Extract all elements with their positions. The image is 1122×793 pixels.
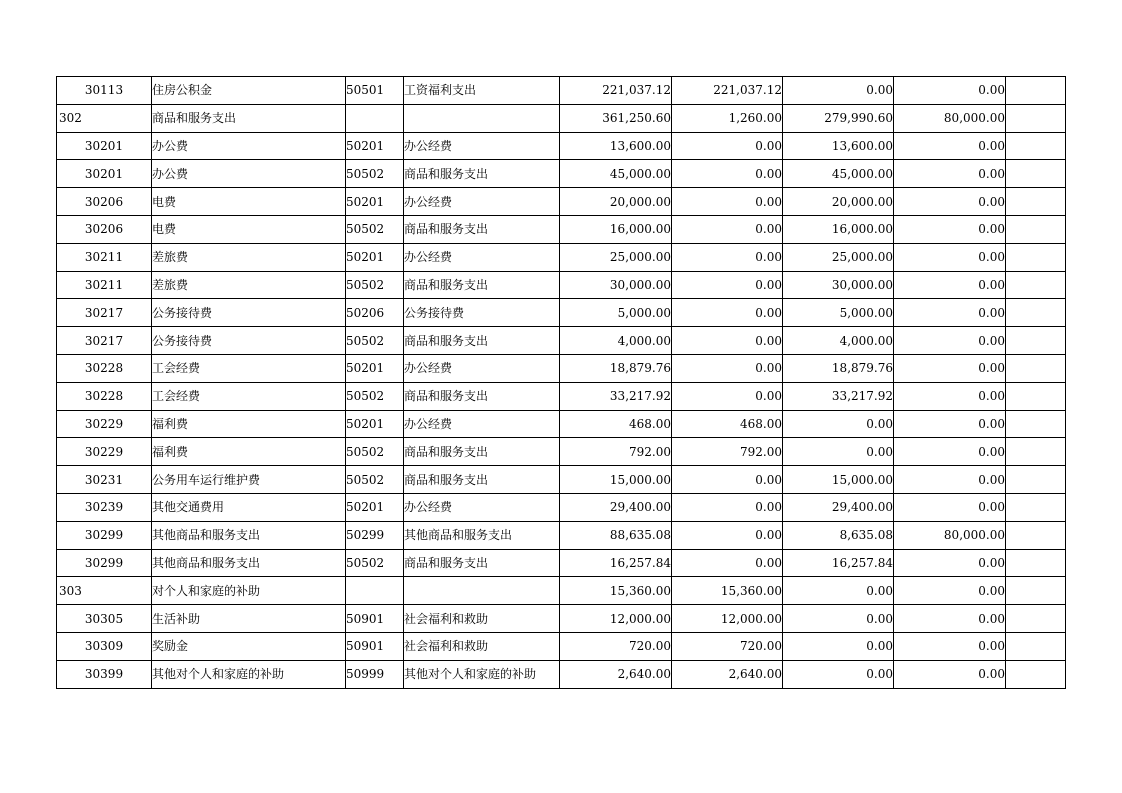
other-amount-cell: 0.00 bbox=[894, 354, 1006, 382]
total-amount-cell: 25,000.00 bbox=[560, 243, 672, 271]
table-row bbox=[57, 521, 1066, 549]
project-expenditure-cell: 8,635.08 bbox=[783, 521, 894, 549]
govt-econ-code-cell: 50201 bbox=[346, 410, 404, 438]
total-amount-cell: 15,360.00 bbox=[560, 577, 672, 605]
govt-econ-code-cell: 50502 bbox=[346, 160, 404, 188]
blank-cell bbox=[1006, 77, 1066, 105]
blank-cell bbox=[1006, 438, 1066, 466]
total-amount-cell: 468.00 bbox=[560, 410, 672, 438]
economic-class-name-cell: 差旅费 bbox=[152, 243, 346, 271]
other-amount-cell: 0.00 bbox=[894, 77, 1006, 105]
basic-expenditure-cell: 792.00 bbox=[672, 438, 783, 466]
govt-econ-code-cell: 50502 bbox=[346, 271, 404, 299]
blank-cell bbox=[1006, 188, 1066, 216]
economic-class-code-cell: 302 bbox=[57, 104, 152, 132]
govt-econ-name-cell: 办公经费 bbox=[404, 410, 560, 438]
blank-cell bbox=[1006, 132, 1066, 160]
economic-class-code-cell: 30211 bbox=[57, 243, 152, 271]
govt-econ-name-cell: 办公经费 bbox=[404, 188, 560, 216]
project-expenditure-cell: 0.00 bbox=[783, 577, 894, 605]
economic-class-name-cell: 生活补助 bbox=[152, 605, 346, 633]
economic-class-code-cell: 30113 bbox=[57, 77, 152, 105]
economic-class-code-cell: 30217 bbox=[57, 327, 152, 355]
govt-econ-name-cell bbox=[404, 577, 560, 605]
blank-cell bbox=[1006, 271, 1066, 299]
basic-expenditure-cell: 0.00 bbox=[672, 382, 783, 410]
economic-class-name-cell: 对个人和家庭的补助 bbox=[152, 577, 346, 605]
blank-cell bbox=[1006, 632, 1066, 660]
economic-class-name-cell: 公务用车运行维护费 bbox=[152, 466, 346, 494]
total-amount-cell: 18,879.76 bbox=[560, 354, 672, 382]
other-amount-cell: 0.00 bbox=[894, 382, 1006, 410]
economic-class-code-cell: 30217 bbox=[57, 299, 152, 327]
other-amount-cell: 0.00 bbox=[894, 660, 1006, 688]
table-row bbox=[57, 132, 1066, 160]
govt-econ-code-cell: 50901 bbox=[346, 605, 404, 633]
total-amount-cell: 29,400.00 bbox=[560, 493, 672, 521]
table-row bbox=[57, 327, 1066, 355]
govt-econ-name-cell: 商品和服务支出 bbox=[404, 549, 560, 577]
total-amount-cell: 2,640.00 bbox=[560, 660, 672, 688]
economic-class-name-cell: 商品和服务支出 bbox=[152, 104, 346, 132]
total-amount-cell: 16,257.84 bbox=[560, 549, 672, 577]
economic-class-code-cell: 30299 bbox=[57, 549, 152, 577]
table-body bbox=[57, 77, 1066, 689]
table-row bbox=[57, 188, 1066, 216]
economic-class-name-cell: 奖励金 bbox=[152, 632, 346, 660]
govt-econ-name-cell: 社会福利和救助 bbox=[404, 605, 560, 633]
govt-econ-name-cell: 商品和服务支出 bbox=[404, 466, 560, 494]
other-amount-cell: 0.00 bbox=[894, 438, 1006, 466]
economic-class-code-cell: 30239 bbox=[57, 493, 152, 521]
other-amount-cell: 0.00 bbox=[894, 243, 1006, 271]
blank-cell bbox=[1006, 354, 1066, 382]
table-row bbox=[57, 493, 1066, 521]
project-expenditure-cell: 16,257.84 bbox=[783, 549, 894, 577]
economic-class-code-cell: 30229 bbox=[57, 438, 152, 466]
govt-econ-name-cell: 社会福利和救助 bbox=[404, 632, 560, 660]
other-amount-cell: 80,000.00 bbox=[894, 104, 1006, 132]
total-amount-cell: 15,000.00 bbox=[560, 466, 672, 494]
table-row bbox=[57, 354, 1066, 382]
project-expenditure-cell: 30,000.00 bbox=[783, 271, 894, 299]
table-row bbox=[57, 104, 1066, 132]
basic-expenditure-cell: 0.00 bbox=[672, 188, 783, 216]
blank-cell bbox=[1006, 549, 1066, 577]
blank-cell bbox=[1006, 577, 1066, 605]
project-expenditure-cell: 0.00 bbox=[783, 660, 894, 688]
other-amount-cell: 0.00 bbox=[894, 160, 1006, 188]
table-row bbox=[57, 605, 1066, 633]
govt-econ-name-cell: 其他商品和服务支出 bbox=[404, 521, 560, 549]
project-expenditure-cell: 0.00 bbox=[783, 632, 894, 660]
basic-expenditure-cell: 0.00 bbox=[672, 271, 783, 299]
blank-cell bbox=[1006, 493, 1066, 521]
economic-class-code-cell: 30231 bbox=[57, 466, 152, 494]
budget-table bbox=[56, 76, 1066, 689]
project-expenditure-cell: 45,000.00 bbox=[783, 160, 894, 188]
economic-class-name-cell: 电费 bbox=[152, 188, 346, 216]
economic-class-name-cell: 办公费 bbox=[152, 132, 346, 160]
other-amount-cell: 0.00 bbox=[894, 577, 1006, 605]
economic-class-code-cell: 30211 bbox=[57, 271, 152, 299]
economic-class-name-cell: 工会经费 bbox=[152, 354, 346, 382]
other-amount-cell: 0.00 bbox=[894, 493, 1006, 521]
table-row bbox=[57, 466, 1066, 494]
govt-econ-name-cell: 商品和服务支出 bbox=[404, 160, 560, 188]
govt-econ-code-cell: 50999 bbox=[346, 660, 404, 688]
total-amount-cell: 12,000.00 bbox=[560, 605, 672, 633]
basic-expenditure-cell: 0.00 bbox=[672, 549, 783, 577]
economic-class-code-cell: 30206 bbox=[57, 188, 152, 216]
govt-econ-code-cell: 50501 bbox=[346, 77, 404, 105]
total-amount-cell: 33,217.92 bbox=[560, 382, 672, 410]
total-amount-cell: 30,000.00 bbox=[560, 271, 672, 299]
basic-expenditure-cell: 0.00 bbox=[672, 299, 783, 327]
economic-class-code-cell: 30206 bbox=[57, 215, 152, 243]
govt-econ-code-cell: 50502 bbox=[346, 549, 404, 577]
govt-econ-name-cell: 商品和服务支出 bbox=[404, 271, 560, 299]
other-amount-cell: 0.00 bbox=[894, 327, 1006, 355]
govt-econ-name-cell: 其他对个人和家庭的补助 bbox=[404, 660, 560, 688]
other-amount-cell: 0.00 bbox=[894, 299, 1006, 327]
project-expenditure-cell: 0.00 bbox=[783, 410, 894, 438]
blank-cell bbox=[1006, 660, 1066, 688]
project-expenditure-cell: 33,217.92 bbox=[783, 382, 894, 410]
blank-cell bbox=[1006, 160, 1066, 188]
govt-econ-code-cell: 50502 bbox=[346, 466, 404, 494]
govt-econ-name-cell bbox=[404, 104, 560, 132]
economic-class-name-cell: 其他对个人和家庭的补助 bbox=[152, 660, 346, 688]
project-expenditure-cell: 0.00 bbox=[783, 605, 894, 633]
project-expenditure-cell: 4,000.00 bbox=[783, 327, 894, 355]
economic-class-name-cell: 差旅费 bbox=[152, 271, 346, 299]
blank-cell bbox=[1006, 521, 1066, 549]
govt-econ-code-cell: 50901 bbox=[346, 632, 404, 660]
govt-econ-name-cell: 办公经费 bbox=[404, 354, 560, 382]
govt-econ-name-cell: 办公经费 bbox=[404, 493, 560, 521]
economic-class-name-cell: 福利费 bbox=[152, 410, 346, 438]
basic-expenditure-cell: 0.00 bbox=[672, 327, 783, 355]
govt-econ-code-cell: 50502 bbox=[346, 438, 404, 466]
govt-econ-code-cell: 50299 bbox=[346, 521, 404, 549]
basic-expenditure-cell: 0.00 bbox=[672, 215, 783, 243]
economic-class-code-cell: 30228 bbox=[57, 382, 152, 410]
govt-econ-name-cell: 商品和服务支出 bbox=[404, 438, 560, 466]
table-row bbox=[57, 632, 1066, 660]
table-row bbox=[57, 160, 1066, 188]
basic-expenditure-cell: 468.00 bbox=[672, 410, 783, 438]
govt-econ-code-cell bbox=[346, 577, 404, 605]
total-amount-cell: 45,000.00 bbox=[560, 160, 672, 188]
basic-expenditure-cell: 0.00 bbox=[672, 354, 783, 382]
economic-class-code-cell: 30201 bbox=[57, 160, 152, 188]
project-expenditure-cell: 29,400.00 bbox=[783, 493, 894, 521]
govt-econ-name-cell: 商品和服务支出 bbox=[404, 382, 560, 410]
project-expenditure-cell: 0.00 bbox=[783, 438, 894, 466]
total-amount-cell: 16,000.00 bbox=[560, 215, 672, 243]
govt-econ-code-cell: 50201 bbox=[346, 132, 404, 160]
table-row bbox=[57, 271, 1066, 299]
table-row bbox=[57, 77, 1066, 105]
govt-econ-code-cell: 50201 bbox=[346, 354, 404, 382]
blank-cell bbox=[1006, 215, 1066, 243]
total-amount-cell: 720.00 bbox=[560, 632, 672, 660]
economic-class-name-cell: 其他商品和服务支出 bbox=[152, 549, 346, 577]
project-expenditure-cell: 13,600.00 bbox=[783, 132, 894, 160]
basic-expenditure-cell: 221,037.12 bbox=[672, 77, 783, 105]
other-amount-cell: 0.00 bbox=[894, 132, 1006, 160]
govt-econ-code-cell: 50502 bbox=[346, 327, 404, 355]
project-expenditure-cell: 5,000.00 bbox=[783, 299, 894, 327]
total-amount-cell: 221,037.12 bbox=[560, 77, 672, 105]
table-row bbox=[57, 660, 1066, 688]
govt-econ-code-cell: 50502 bbox=[346, 382, 404, 410]
blank-cell bbox=[1006, 466, 1066, 494]
project-expenditure-cell: 279,990.60 bbox=[783, 104, 894, 132]
basic-expenditure-cell: 12,000.00 bbox=[672, 605, 783, 633]
govt-econ-code-cell bbox=[346, 104, 404, 132]
economic-class-name-cell: 住房公积金 bbox=[152, 77, 346, 105]
blank-cell bbox=[1006, 605, 1066, 633]
basic-expenditure-cell: 0.00 bbox=[672, 521, 783, 549]
table-row bbox=[57, 410, 1066, 438]
total-amount-cell: 361,250.60 bbox=[560, 104, 672, 132]
basic-expenditure-cell: 0.00 bbox=[672, 132, 783, 160]
other-amount-cell: 0.00 bbox=[894, 215, 1006, 243]
project-expenditure-cell: 16,000.00 bbox=[783, 215, 894, 243]
govt-econ-name-cell: 商品和服务支出 bbox=[404, 327, 560, 355]
economic-class-code-cell: 30201 bbox=[57, 132, 152, 160]
total-amount-cell: 20,000.00 bbox=[560, 188, 672, 216]
total-amount-cell: 13,600.00 bbox=[560, 132, 672, 160]
govt-econ-code-cell: 50201 bbox=[346, 493, 404, 521]
basic-expenditure-cell: 720.00 bbox=[672, 632, 783, 660]
economic-class-name-cell: 福利费 bbox=[152, 438, 346, 466]
total-amount-cell: 5,000.00 bbox=[560, 299, 672, 327]
govt-econ-code-cell: 50201 bbox=[346, 188, 404, 216]
table-row bbox=[57, 549, 1066, 577]
blank-cell bbox=[1006, 299, 1066, 327]
economic-class-code-cell: 30228 bbox=[57, 354, 152, 382]
other-amount-cell: 80,000.00 bbox=[894, 521, 1006, 549]
economic-class-name-cell: 办公费 bbox=[152, 160, 346, 188]
blank-cell bbox=[1006, 327, 1066, 355]
project-expenditure-cell: 20,000.00 bbox=[783, 188, 894, 216]
table-row bbox=[57, 438, 1066, 466]
govt-econ-code-cell: 50201 bbox=[346, 243, 404, 271]
govt-econ-code-cell: 50206 bbox=[346, 299, 404, 327]
govt-econ-name-cell: 公务接待费 bbox=[404, 299, 560, 327]
other-amount-cell: 0.00 bbox=[894, 188, 1006, 216]
project-expenditure-cell: 0.00 bbox=[783, 77, 894, 105]
total-amount-cell: 88,635.08 bbox=[560, 521, 672, 549]
total-amount-cell: 792.00 bbox=[560, 438, 672, 466]
table-row bbox=[57, 215, 1066, 243]
basic-expenditure-cell: 0.00 bbox=[672, 243, 783, 271]
economic-class-code-cell: 30309 bbox=[57, 632, 152, 660]
other-amount-cell: 0.00 bbox=[894, 605, 1006, 633]
project-expenditure-cell: 18,879.76 bbox=[783, 354, 894, 382]
other-amount-cell: 0.00 bbox=[894, 549, 1006, 577]
basic-expenditure-cell: 15,360.00 bbox=[672, 577, 783, 605]
project-expenditure-cell: 15,000.00 bbox=[783, 466, 894, 494]
govt-econ-code-cell: 50502 bbox=[346, 215, 404, 243]
basic-expenditure-cell: 2,640.00 bbox=[672, 660, 783, 688]
economic-class-code-cell: 30299 bbox=[57, 521, 152, 549]
basic-expenditure-cell: 1,260.00 bbox=[672, 104, 783, 132]
table-row bbox=[57, 243, 1066, 271]
project-expenditure-cell: 25,000.00 bbox=[783, 243, 894, 271]
table-row bbox=[57, 577, 1066, 605]
table-row bbox=[57, 299, 1066, 327]
other-amount-cell: 0.00 bbox=[894, 410, 1006, 438]
economic-class-name-cell: 电费 bbox=[152, 215, 346, 243]
blank-cell bbox=[1006, 382, 1066, 410]
blank-cell bbox=[1006, 104, 1066, 132]
other-amount-cell: 0.00 bbox=[894, 271, 1006, 299]
economic-class-code-cell: 30305 bbox=[57, 605, 152, 633]
other-amount-cell: 0.00 bbox=[894, 466, 1006, 494]
economic-class-name-cell: 其他商品和服务支出 bbox=[152, 521, 346, 549]
basic-expenditure-cell: 0.00 bbox=[672, 160, 783, 188]
economic-class-code-cell: 30399 bbox=[57, 660, 152, 688]
govt-econ-name-cell: 办公经费 bbox=[404, 243, 560, 271]
govt-econ-name-cell: 商品和服务支出 bbox=[404, 215, 560, 243]
total-amount-cell: 4,000.00 bbox=[560, 327, 672, 355]
economic-class-name-cell: 其他交通费用 bbox=[152, 493, 346, 521]
economic-class-code-cell: 303 bbox=[57, 577, 152, 605]
economic-class-name-cell: 公务接待费 bbox=[152, 299, 346, 327]
table-row bbox=[57, 382, 1066, 410]
blank-cell bbox=[1006, 243, 1066, 271]
blank-cell bbox=[1006, 410, 1066, 438]
other-amount-cell: 0.00 bbox=[894, 632, 1006, 660]
basic-expenditure-cell: 0.00 bbox=[672, 466, 783, 494]
economic-class-name-cell: 工会经费 bbox=[152, 382, 346, 410]
govt-econ-name-cell: 办公经费 bbox=[404, 132, 560, 160]
economic-class-name-cell: 公务接待费 bbox=[152, 327, 346, 355]
economic-class-code-cell: 30229 bbox=[57, 410, 152, 438]
basic-expenditure-cell: 0.00 bbox=[672, 493, 783, 521]
govt-econ-name-cell: 工资福利支出 bbox=[404, 77, 560, 105]
